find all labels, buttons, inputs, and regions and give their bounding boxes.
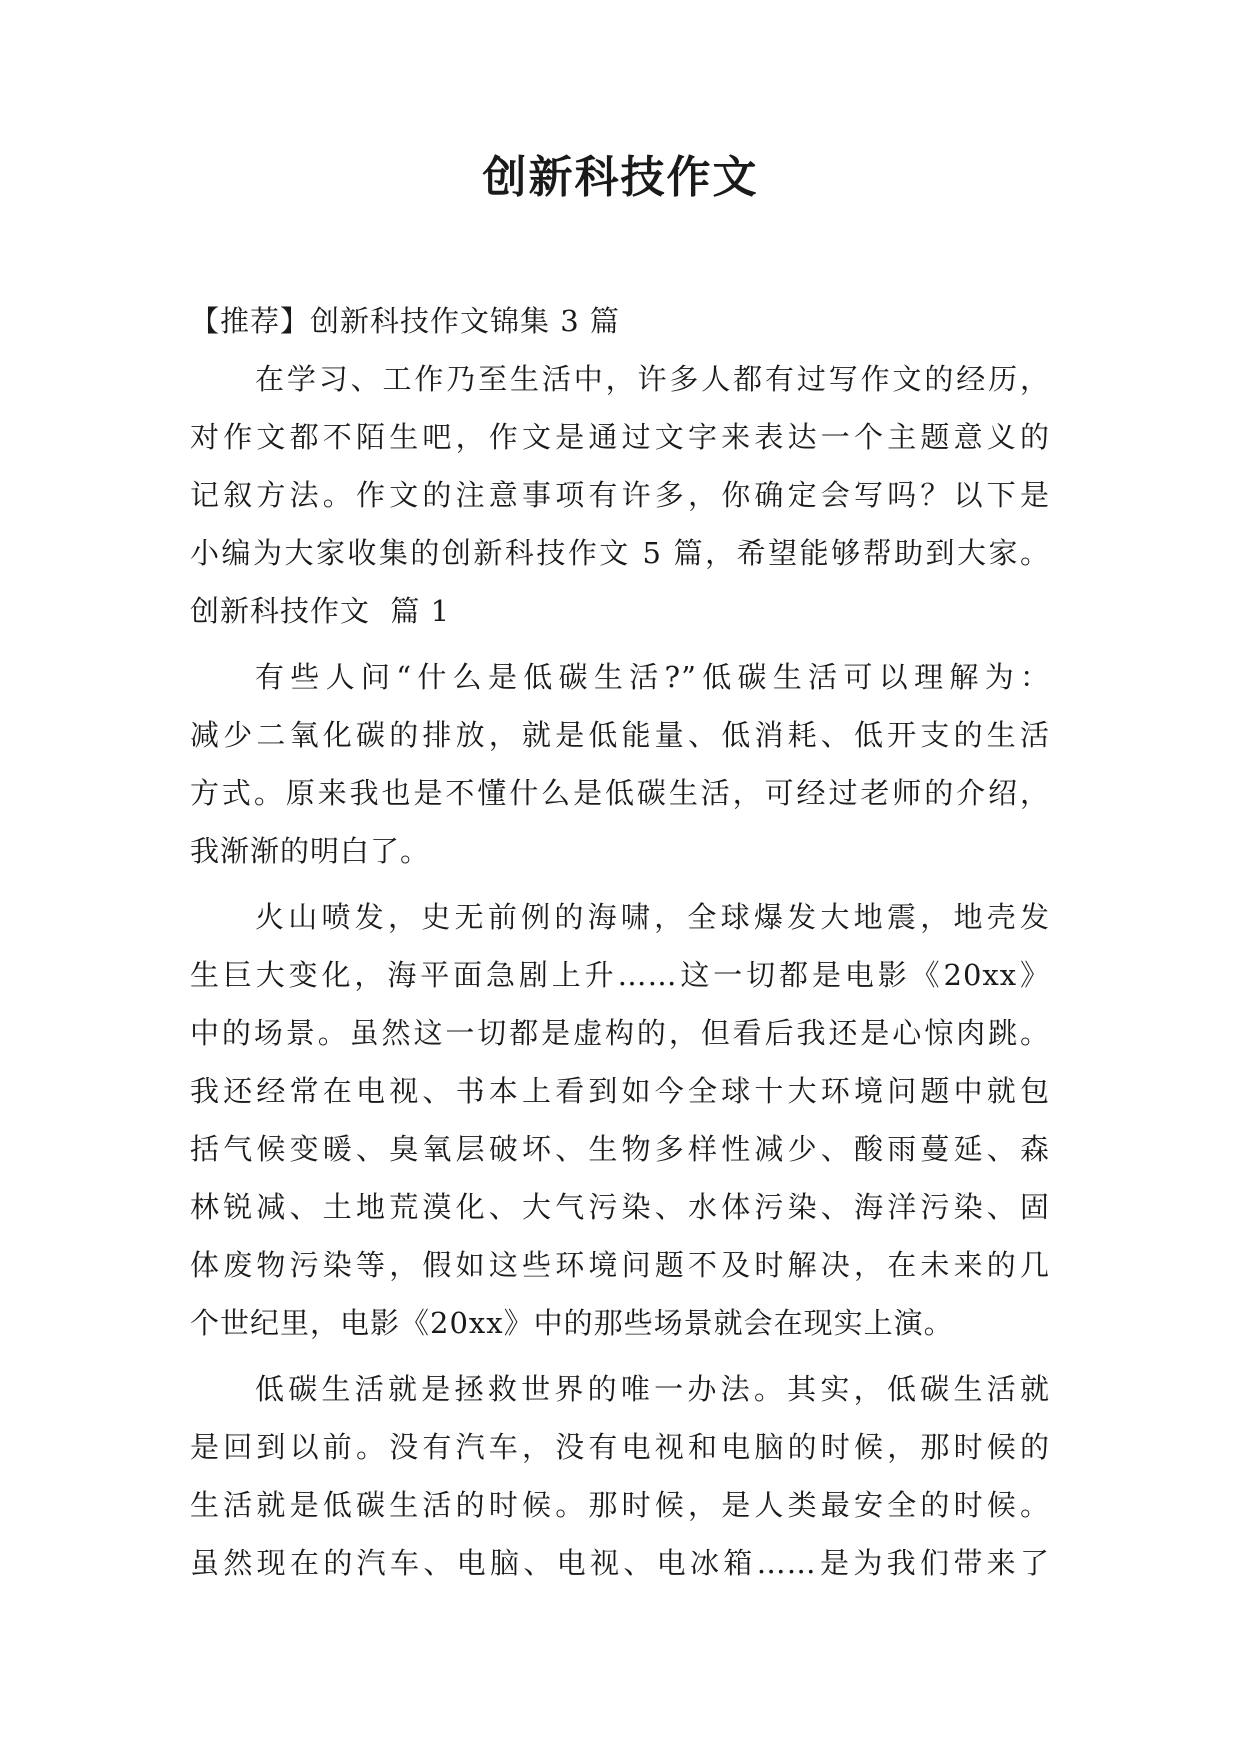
paragraph-line: 中的场景。虽然这一切都是虚构的，但看后我还是心惊肉跳。 (190, 1016, 1050, 1050)
document-title: 创新科技作文 (482, 152, 759, 203)
paragraph-line: 在学习、工作乃至生活中，许多人都有过写作文的经历， (255, 362, 1050, 396)
paragraph-line: 记叙方法。作文的注意事项有许多，你确定会写吗？以下是 (190, 478, 1050, 512)
document-subtitle: 【推荐】创新科技作文锦集 3 篇 (190, 304, 620, 338)
paragraph-line: 括气候变暖、臭氧层破坏、生物多样性减少、酸雨蔓延、森 (190, 1132, 1050, 1166)
paragraph-line: 个世纪里，电影《20xx》中的那些场景就会在现实上演。 (190, 1306, 954, 1340)
paragraph-line: 林锐减、土地荒漠化、大气污染、水体污染、海洋污染、固 (190, 1190, 1050, 1224)
paragraph-1 (190, 648, 1050, 880)
paragraph-line: 虽然现在的汽车、电脑、电视、电冰箱……是为我们带来了 (190, 1546, 1050, 1580)
paragraph-2 (190, 888, 1050, 1352)
paragraph-line: 是回到以前。没有汽车，没有电视和电脑的时候，那时候的 (190, 1430, 1050, 1464)
paragraph-3 (190, 1360, 1050, 1592)
paragraph-line: 低碳生活就是拯救世界的唯一办法。其实，低碳生活就 (255, 1372, 1050, 1406)
paragraph-line: 方式。原来我也是不懂什么是低碳生活，可经过老师的介绍， (190, 776, 1050, 810)
paragraph-line: 有些人问“什么是低碳生活?”低碳生活可以理解为： (255, 660, 1050, 694)
paragraph-line: 小编为大家收集的创新科技作文 5 篇，希望能够帮助到大家。 (190, 536, 1050, 570)
paragraph-line: 对作文都不陌生吧，作文是通过文字来表达一个主题意义的 (190, 420, 1050, 454)
paragraph-line: 火山喷发，史无前例的海啸，全球爆发大地震，地壳发 (255, 900, 1050, 934)
paragraph-line: 生活就是低碳生活的时候。那时候，是人类最安全的时候。 (190, 1488, 1050, 1522)
paragraph-line: 我还经常在电视、书本上看到如今全球十大环境问题中就包 (190, 1074, 1050, 1108)
document-body (190, 292, 1050, 1592)
paragraph-line: 体废物污染等，假如这些环境问题不及时解决，在未来的几 (190, 1248, 1050, 1282)
paragraph-line: 我渐渐的明白了。 (190, 834, 431, 868)
intro-paragraph (190, 350, 1050, 582)
paragraph-line: 生巨大变化，海平面急剧上升……这一切都是电影《20xx》 (190, 958, 1050, 992)
section-heading: 创新科技作文 篇 1 (190, 594, 451, 628)
paragraph-line: 减少二氧化碳的排放，就是低能量、低消耗、低开支的生活 (190, 718, 1050, 752)
